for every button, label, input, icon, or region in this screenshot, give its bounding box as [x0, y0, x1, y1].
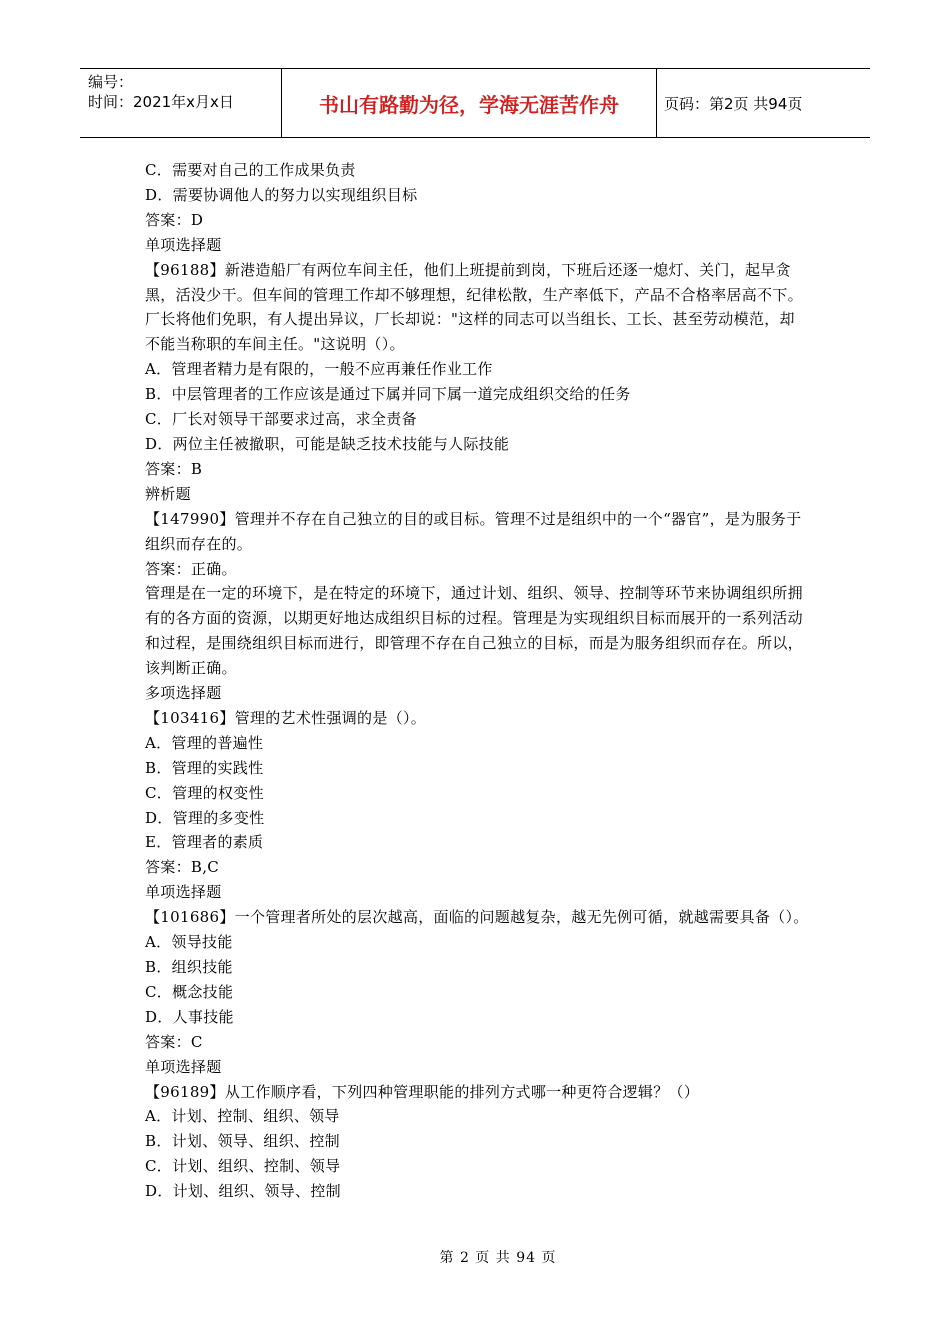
text-line: 答案：D [145, 210, 204, 229]
text-line: B．中层管理者的工作应该是通过下属并同下属一道完成组织交给的任务 [145, 385, 631, 404]
header-meta [80, 69, 282, 137]
text-line: 多项选择题 [145, 684, 222, 703]
page-header [80, 68, 870, 138]
text-line: A．领导技能 [145, 933, 233, 952]
text-line: C．概念技能 [145, 982, 234, 1001]
text-line: C．需要对自己的工作成果负责 [145, 161, 356, 179]
document-body [145, 158, 810, 1204]
text-line: D．两位主任被撤职，可能是缺乏技术技能与人际技能 [145, 434, 510, 453]
text-line: 辨析题 [145, 484, 191, 503]
text-line: C．厂长对领导干部要求过高，求全责备 [145, 410, 417, 429]
text-line: D．计划、组织、领导、控制 [145, 1182, 341, 1201]
text-line: B．管理的实践性 [145, 758, 264, 777]
text-line: B．组织技能 [145, 958, 233, 976]
text-line: D．需要协调他人的努力以实现组织目标 [145, 185, 418, 204]
text-line: A．计划、控制、组织、领导 [145, 1107, 340, 1126]
text-line: 单项选择题 [145, 1057, 222, 1076]
number-label: 编号： [88, 73, 134, 91]
text-line: 答案：B,C [145, 858, 220, 877]
text-line: A．管理的普遍性 [145, 733, 264, 752]
text-line: D．人事技能 [145, 1007, 234, 1026]
text-line: D．管理的多变性 [145, 808, 265, 827]
text-line: 【147990】管理并不存在自己独立的目的或目标。管理不过是组织中的一个“器官”，是为服务于组织而存在的。 [145, 509, 802, 553]
text-line: 【101686】一个管理者所处的层次越高，面临的问题越复杂，越无先例可循，就越需要具备（）。 [145, 908, 809, 927]
text-line: B．计划、领导、组织、控制 [145, 1132, 340, 1151]
text-line: 单项选择题 [145, 235, 222, 254]
text-line: E．管理者的素质 [145, 833, 264, 852]
header-motto: 书山有路勤为径，学海无涯苦作舟 [282, 69, 657, 137]
page-footer [0, 1247, 950, 1267]
text-line: 【96188】新港造船厂有两位车间主任，他们上班提前到岗，下班后还逐一熄灯、关门，起早贪黑，活没少干。但车间的管理工作却不够理想，纪律松散，生产率低下，产品不合格率居高不下。厂长将他们免职，有人提出异议，厂长却说："这样的同志可以当组长、工长、甚至劳动模范，却不能当称职的车间主任。"这说明（）。 [145, 260, 803, 354]
text-line: 答案：B [145, 459, 203, 478]
footer-page-number: 第 2 页 共 94 页 [439, 1250, 557, 1266]
text-line: 【96189】从工作顺序看，下列四种管理职能的排列方式哪一种更符合逻辑？（） [145, 1082, 700, 1101]
time-label: 时间：2021年x月x日 [88, 93, 234, 111]
text-line: 单项选择题 [145, 883, 222, 902]
text-line: A．管理者精力是有限的，一般不应再兼任作业工作 [145, 360, 493, 379]
header-page-info: 页码：第2页 共94页 [664, 94, 803, 113]
text-line: C．计划、组织、控制、领导 [145, 1157, 341, 1176]
text-line: 管理是在一定的环境下，是在特定的环境下，通过计划、组织、领导、控制等环节来协调组织所拥有的各方面的资源，以期更好地达成组织目标的过程。管理是为实现组织目标而展开的一系列活动和过程，是围绕组织目标而进行，即管理不存在自己独立的目标，而是为服务组织而存在。所以，该判断正确。 [145, 584, 803, 678]
text-line: 答案：正确。 [145, 559, 237, 578]
text-line: 【103416】管理的艺术性强调的是（）。 [145, 708, 427, 727]
text-line: C．管理的权变性 [145, 783, 264, 802]
text-line: 答案：C [145, 1032, 203, 1051]
